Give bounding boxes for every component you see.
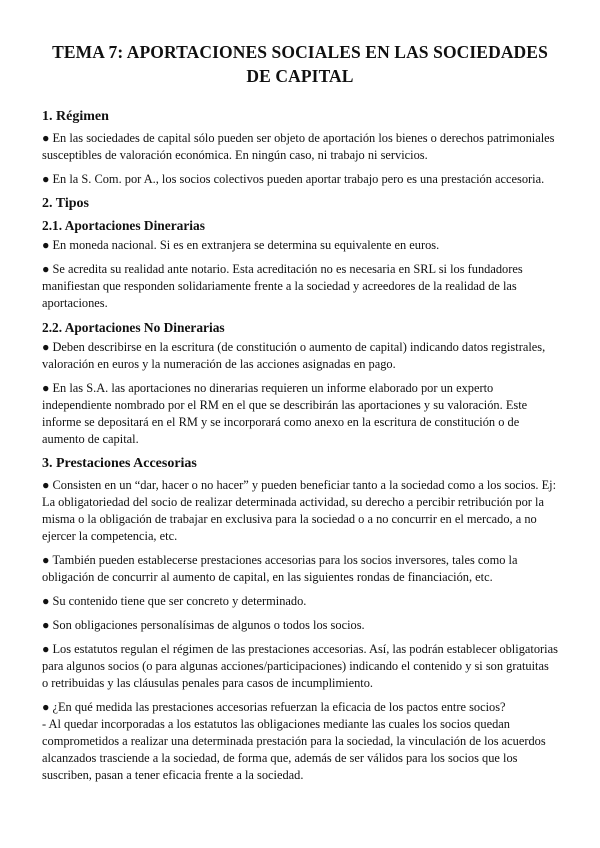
bullet-icon: ● [42,172,50,186]
bullet-icon: ● [42,478,50,492]
question-text: ¿En qué medida las prestaciones accesorias refuerzan la eficacia de los pactos entre socios? [52,700,506,714]
paragraph-text: También pueden establecerse prestaciones accesorias para los socios inversores, tales como la obligación de concurrir al aumento de capital, en las siguientes rondas de financiación, etc. [42,553,518,584]
bullet-icon: ● [42,700,50,714]
bullet-paragraph [42,171,558,188]
bullet-paragraph [42,477,558,545]
subsection-dinerarias [42,217,558,312]
paragraph-text: Consisten en un “dar, hacer o no hacer” y pueden beneficiar tanto a la sociedad como a los socios. Ej: La obligatoriedad del socio de realizar determinada actividad, su derecho a percibir retribución por la misma o la obligación de trabajar en exclusiva para la sociedad o a no concurrir en el mercado, a no ejercer la competencia, etc. [42,478,557,543]
bullet-icon: ● [42,238,50,252]
paragraph-text: Deben describirse en la escritura (de constitución o aumento de capital) indicando datos registrales, valoración en euros y la numeración de las acciones asignadas en pago. [42,340,546,371]
paragraph-text: Su contenido tiene que ser concreto y determinado. [52,594,307,608]
section-tipos [42,195,558,448]
paragraph-text: Los estatutos regulan el régimen de las prestaciones accesorias. Así, las podrán establecer obligatorias para algunos socios (o para algunas acciones/participaciones) indicando el contenido y si son gratuitas o retribuidas y las cláusulas penales para casos de incumplimiento. [42,642,558,690]
bullet-paragraph [42,261,558,312]
bullet-icon: ● [42,618,50,632]
section-heading: 2. Tipos [42,196,89,211]
bullet-icon: ● [42,262,50,276]
subsection-heading: 2.1. Aportaciones Dinerarias [42,218,205,233]
bullet-paragraph [42,237,558,254]
document-title: TEMA 7: APORTACIONES SOCIALES EN LAS SOCIEDADES DE CAPITAL [52,42,548,86]
section-heading: 1. Régimen [42,109,109,124]
section-prestaciones [42,455,558,784]
bullet-icon: ● [42,642,50,656]
bullet-icon: ● [42,381,50,395]
bullet-paragraph [42,339,558,373]
bullet-icon: ● [42,340,50,354]
answer-text: - Al quedar incorporadas a los estatutos las obligaciones mediante las cuales los socios quedan comprometidos a realizar una determinada prestación para la sociedad, la vinculación de los acuerdos alcanzados trasciende a la sociedad, de forma que, además de ser válidos para los socios que los suscriben, pasan a tener eficacia frente a la sociedad. [42,717,546,782]
subsection-heading: 2.2. Aportaciones No Dinerarias [42,320,225,335]
bullet-paragraph [42,593,558,610]
bullet-paragraph [42,617,558,634]
paragraph-text: En las S.A. las aportaciones no dinerarias requieren un informe elaborado por un experto independiente nombrado por el RM en el que se describirán las aportaciones y su valoración. Este informe se depositará en el RM y se incorporará como anexo en la escritura de constitución o de aumento de capital. [42,381,528,446]
bullet-paragraph [42,380,558,448]
bullet-paragraph [42,641,558,692]
bullet-icon: ● [42,594,50,608]
paragraph-text: En moneda nacional. Si es en extranjera se determina su equivalente en euros. [52,238,440,252]
bullet-icon: ● [42,553,50,567]
paragraph-text: Se acredita su realidad ante notario. Esta acreditación no es necesaria en SRL si los fundadores manifiestan que responden solidariamente frente a la sociedad y acreedores de la realidad de las aportaciones. [42,262,523,310]
paragraph-text: En las sociedades de capital sólo pueden ser objeto de aportación los bienes o derechos patrimoniales susceptibles de valoración económica. En ningún caso, ni trabajo ni servicios. [42,131,555,162]
section-regimen [42,108,558,188]
subsection-no-dinerarias [42,319,558,448]
bullet-paragraph [42,130,558,164]
paragraph-text: Son obligaciones personalísimas de algunos o todos los socios. [52,618,365,632]
bullet-paragraph [42,699,558,716]
paragraph-text: En la S. Com. por A., los socios colectivos pueden aportar trabajo pero es una prestación accesoria. [52,172,545,186]
bullet-icon: ● [42,131,50,145]
section-heading: 3. Prestaciones Accesorias [42,456,197,471]
bullet-paragraph [42,552,558,586]
